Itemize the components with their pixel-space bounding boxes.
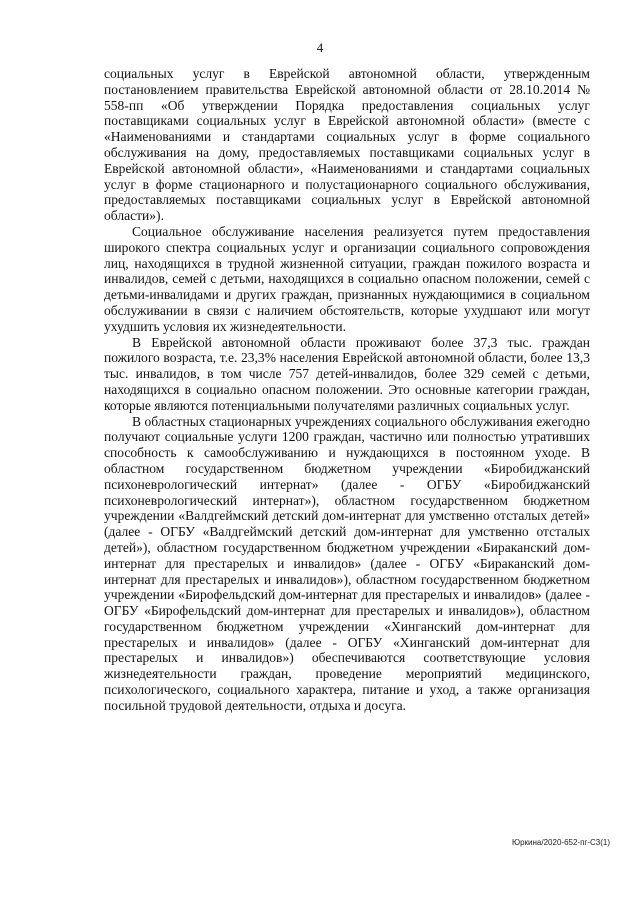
paragraph-stationary-institutions: В областных стационарных учреждениях социального обслуживания ежегодно получают социальные услуги 1200 граждан, частично или полностью утративших способность к самообслуживанию и нуждающихся в постоянном уходе. В областном государственном бюджетном учреждении «Биробиджанский психоневрологический интернат» (далее - ОГБУ «Биробиджанский психоневрологический интернат»), областном государственном бюджетном учреждении «Валдгеймский детский дом-интернат для умственно отсталых детей» (далее - ОГБУ «Валдгеймский детский дом-интернат для умственно отсталых детей»), областном государственном бюджетном учреждении «Бираканский дом-интернат для престарелых и инвалидов» (далее - ОГБУ «Бираканский дом-интернат для престарелых и инвалидов»), областном государственном бюджетном учреждении «Бирофельдский дом-интернат для престарелых и инвалидов» (далее - ОГБУ «Бирофельдский дом-интернат для престарелых и инвалидов»), областном государственном бюджетном учреждении «Хинганский дом-интернат для престарелых и инвалидов» (далее - ОГБУ «Хинганский дом-интернат для престарелых и инвалидов») обеспечиваются соответствующие условия жизнедеятельности граждан, проведение мероприятий медицинского, психологического, социального характера, питание и уход, а также организация посильной трудовой деятельности, отдыха и досуга. [104, 413, 590, 713]
document-body [104, 66, 590, 714]
document-footer-code: Юркина/2020-652-пг-С3(1) [512, 838, 610, 847]
page-number: 4 [316, 40, 324, 55]
paragraph-social-service: Социальное обслуживание населения реализуется путем предоставления широкого спектра социальных услуг и организации социального сопровождения лиц, находящихся в трудной жизненной ситуации, граждан пожилого возраста и инвалидов, семей с детьми, находящихся в социально опасном положении, семей с детьми-инвалидами и других граждан, признанных нуждающимися в социальном обслуживании в связи с наличием обстоятельств, которые ухудшают или могут ухудшить условия их жизнедеятельности. [104, 223, 590, 334]
paragraph-continuation: социальных услуг в Еврейской автономной области, утвержденным постановлением правительства Еврейской автономной области от 28.10.2014 № 558-пп «Об утверждении Порядка предоставления социальных услуг поставщиками социальных услуг в Еврейской автономной области» (вместе с «Наименованиями и стандартами социальных услуг в форме социального обслуживания на дому, предоставляемых поставщиками социальных услуг в Еврейской автономной области», «Наименованиями и стандартами социальных услуг в форме стационарного и полустационарного социального обслуживания, предоставляемых поставщиками социальных услуг в Еврейской автономной области»). [104, 66, 590, 224]
paragraph-population-stats: В Еврейской автономной области проживают более 37,3 тыс. граждан пожилого возраста, т.е. 23,3% населения Еврейской автономной области, более 13,3 тыс. инвалидов, в том числе 757 детей-инвалидов, более 329 семей с детьми, находящихся в социально опасном положении. Это основные категории граждан, которые являются потенциальными получателями различных социальных услуг. [104, 334, 590, 413]
